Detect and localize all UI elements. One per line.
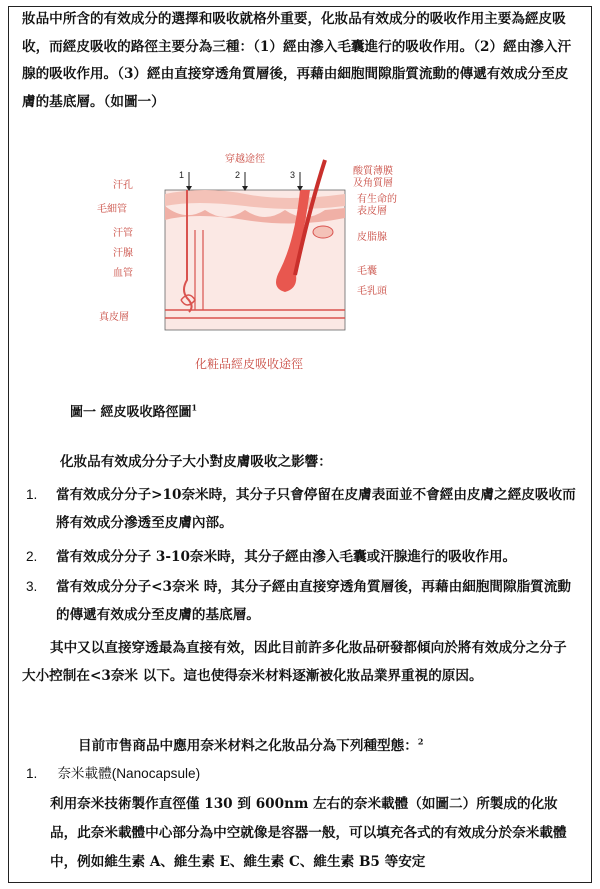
label-acid-mantle: 酸質薄膜 bbox=[353, 166, 393, 177]
list-item bbox=[22, 543, 578, 573]
label-sebaceous-gland: 皮脂腺 bbox=[357, 232, 387, 243]
list-number: 3. bbox=[26, 579, 38, 594]
label-blood-vessel: 血管 bbox=[113, 268, 133, 279]
types-intro: 目前市售商品中應用奈米材料之化妝品分為下列種型態：$^2$ bbox=[78, 736, 424, 754]
label-living: 有生命的 bbox=[357, 194, 397, 205]
label-pathway: 穿越途徑 bbox=[225, 154, 265, 165]
label-sweat-pore: 汗孔 bbox=[113, 180, 133, 191]
list-number: 2. bbox=[26, 549, 38, 564]
skin-absorption-diagram bbox=[95, 150, 425, 382]
label-dermis: 真皮層 bbox=[99, 312, 129, 323]
list-text: 當有效成分分子>10奈米時，其分子只會停留在皮膚表面並不會經由皮膚之經皮吸收而將有效成分滲透至皮膚內部。 bbox=[56, 487, 576, 531]
figure-caption: 圖一 經皮吸收路徑圖$^1$ bbox=[70, 402, 198, 420]
label-capillary: 毛細管 bbox=[97, 204, 127, 215]
section-heading: 化妝品有效成分分子大小對皮膚吸收之影響： bbox=[60, 454, 332, 470]
figure-title: 化粧品經皮吸收途徑 bbox=[195, 357, 304, 371]
list-number: 1. bbox=[26, 487, 38, 502]
list-text: 當有效成分分子 3-10奈米時，其分子經由滲入毛囊或汗腺進行的吸收作用。 bbox=[56, 549, 517, 565]
subsection-title: 1. 奈米載體(Nanocapsule) bbox=[26, 766, 201, 781]
path-number-2: 2 bbox=[235, 170, 241, 180]
label-hair-papilla: 毛乳頭 bbox=[357, 286, 387, 297]
label-sweat-gland: 汗腺 bbox=[113, 248, 133, 259]
list-text: 當有效成分分子<3奈米 時，其分子經由直接穿透角質層後，再藉由細胞間隙脂質流動的傳遞有效成分至皮膚的基底層。 bbox=[56, 579, 571, 623]
label-sweat-duct: 汗管 bbox=[113, 228, 133, 239]
label-epidermis: 表皮層 bbox=[357, 206, 387, 217]
path-number-3: 3 bbox=[290, 170, 296, 180]
list-item bbox=[22, 573, 578, 631]
intro-paragraph: 妝品中所含的有效成分的選擇和吸收就格外重要，化妝品有效成分的吸收作用主要為經皮吸收，而經皮吸收的路徑主要分為三種：（1）經由滲入毛囊進行的吸收作用。（2）經由滲入汗腺的吸收作用。（3）經由直接穿透角質層後，再藉由細胞間隙脂質流動的傳遞有效成分至皮膚的基底層。（如圖一） bbox=[22, 11, 572, 110]
path-number-1: 1 bbox=[179, 170, 185, 180]
label-stratum-corneum: 及角質層 bbox=[353, 178, 393, 189]
summary-paragraph: 其中又以直接穿透最為直接有效，因此目前許多化妝品研發都傾向於將有效成分之分子大小控制在<3奈米 以下。這也使得奈米材料逐漸被化妝品業界重視的原因。 bbox=[22, 640, 567, 684]
label-hair-follicle: 毛囊 bbox=[357, 266, 377, 277]
nanocapsule-paragraph: 利用奈米技術製作直徑僅 130 到 600nm 左右的奈米載體（如圖二）所製成的化妝品，此奈米載體中心部分為中空就像是容器一般，可以填充各式的有效成分於奈米載體中，例如維生素 A、維生素 E、維生素 C、維生素 B5 等安定 bbox=[50, 796, 567, 870]
list-item bbox=[22, 481, 578, 539]
